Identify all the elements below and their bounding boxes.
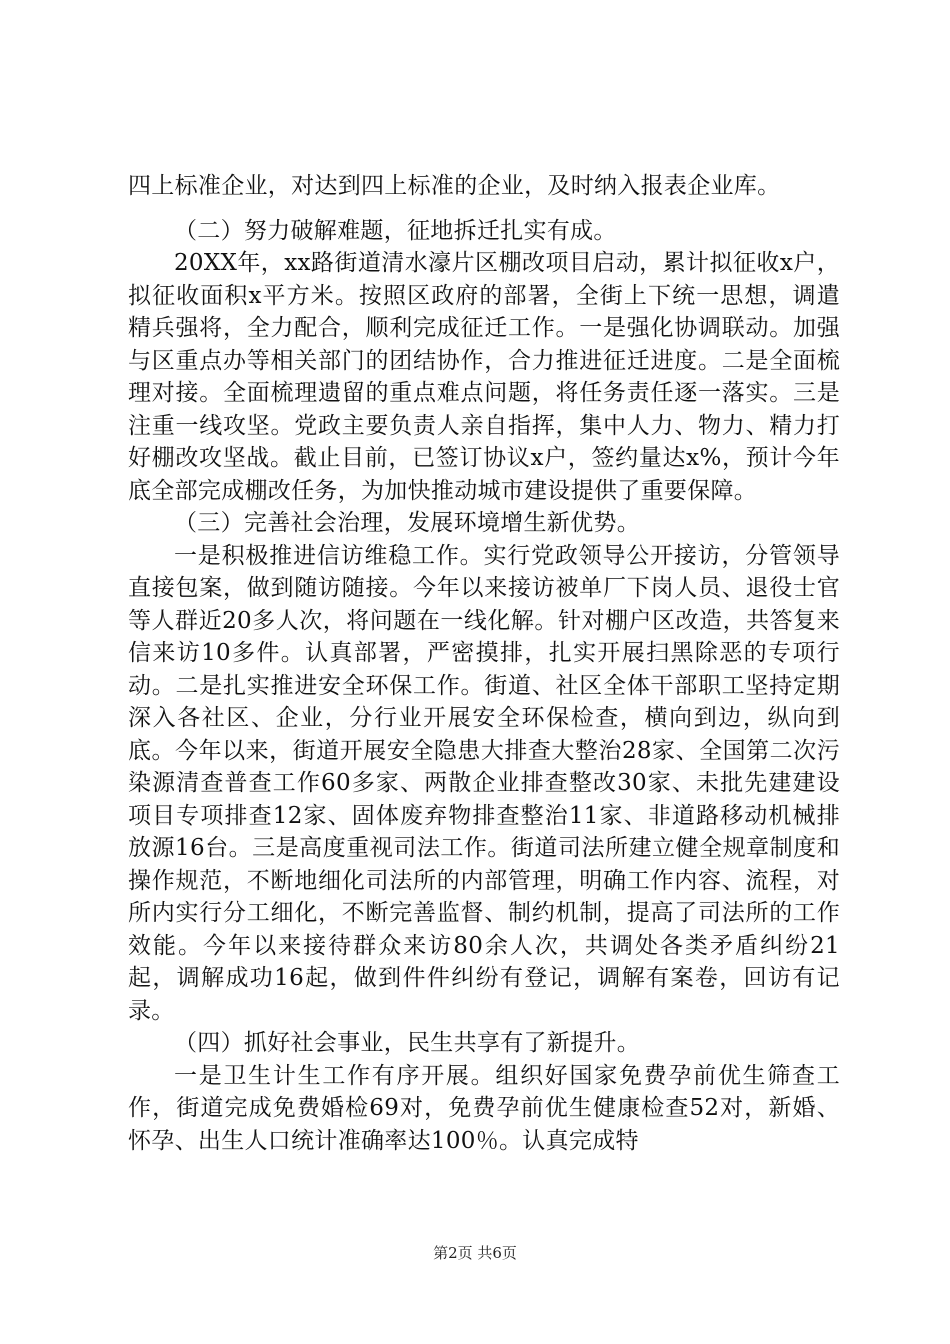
paragraph-land-acquisition: 20XX年，xx路街道清水濠片区棚改项目启动，累计拟征收x户，拟征收面积x平方米。按照区政府的部署，全街上下统一思想，调遣精兵强将，全力配合，顺利完成征迁工作。一是强化协调联动。加强与区重点办等相关部门的团结协作，合力推进征迁进度。二是全面梳理对接。全面梳理遗留的重点难点问题，将任务责任逐一落实。三是注重一线攻坚。党政主要负责人亲自指挥，集中人力、物力、精力打好棚改攻坚战。截止目前，已签订协议x户，签约量达x%，预计今年底全部完成棚改任务，为加快推动城市建设提供了重要保障。 — [128, 250, 840, 504]
section-heading-4: （四）抓好社会事业，民生共享有了新提升。 — [174, 1030, 640, 1056]
section-heading-2: （二）努力破解难题，征地拆迁扎实有成。 — [174, 217, 617, 244]
section-heading-3: （三）完善社会治理，发展环境增生新优势。 — [174, 510, 640, 536]
paragraph-continuation: 四上标准企业，对达到四上标准的企业，及时纳入报表企业库。 — [128, 173, 781, 199]
document-body — [128, 170, 840, 1157]
page-number-footer: 第2页 共6页 — [433, 1244, 517, 1262]
paragraph-social-affairs: 一是卫生计生工作有序开展。组织好国家免费孕前优生筛查工作，街道完成免费婚检69对，免费孕前优生健康检查52对，新婚、怀孕、出生人口统计准确率达100％。认真完成特 — [128, 1062, 840, 1154]
paragraph-social-governance: 一是积极推进信访维稳工作。实行党政领导公开接访，分管领导直接包案，做到随访随接。今年以来接访被单厂下岗人员、退役士官等人群近20多人次，将问题在一线化解。针对棚户区改造，共答复来信来访10多件。认真部署，严密摸排，扎实开展扫黑除恶的专项行动。二是扎实推进安全环保工作。街道、社区全体干部职工坚持定期深入各社区、企业，分行业开展安全环保检查，横向到边，纵向到底。今年以来，街道开展安全隐患大排查大整治28家、全国第二次污染源清查普查工作60多家、两散企业排查整改30家、未批先建建设项目专项排查12家、固体废弃物排查整治11家、非道路移动机械排放源16台。三是高度重视司法工作。街道司法所建立健全规章制度和操作规范，不断地细化司法所的内部管理，明确工作内容、流程，对所内实行分工细化，不断完善监督、制约机制，提高了司法所的工作效能。今年以来接待群众来访80余人次，共调处各类矛盾纠纷21起，调解成功16起，做到件件纠纷有登记，调解有案卷，回访有记录。 — [128, 542, 840, 1024]
